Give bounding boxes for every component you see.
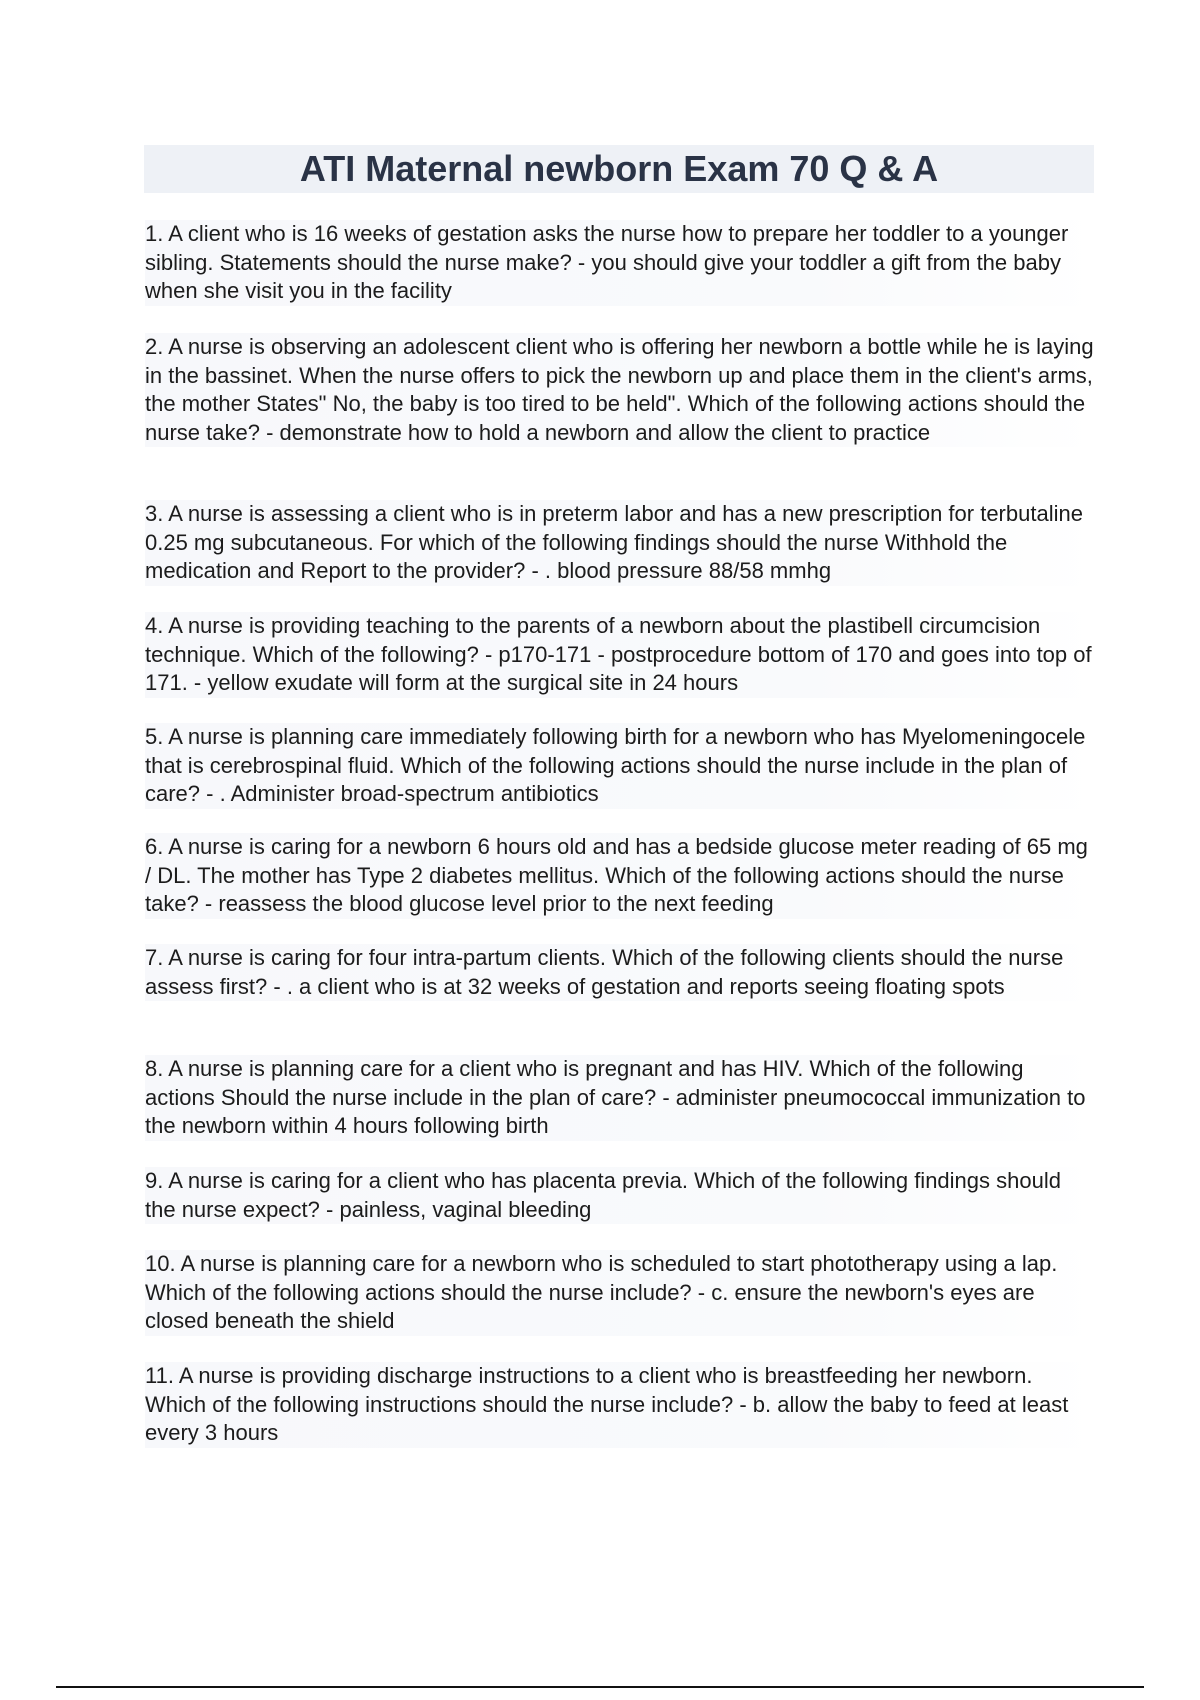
answer-6: reassess the blood glucose level prior to the next feeding	[218, 891, 774, 916]
answer-8: administer pneumococcal immunization to the newborn within 4 hours following birth	[145, 1084, 1086, 1138]
question-1: 1. A client who is 16 weeks of gestation asks the nurse how to prepare her toddler to a younger sibling. Statements should the nurse make? -	[145, 221, 1069, 275]
document-title: ATI Maternal newborn Exam 70 Q & A	[299, 148, 939, 189]
answer-3: . blood pressure 88/58 mmhg	[544, 558, 832, 583]
answer-9: painless, vaginal bleeding	[339, 1196, 592, 1222]
answer-4: p170-171 - postprocedure bottom of 170 and goes into top of 171. - yellow exudate will form at the surgical site in 24 hours	[145, 641, 1092, 695]
answer-1: you should give your toddler a gift from the baby when she visit you in the facility	[145, 249, 1061, 303]
qa-item-2	[145, 333, 1095, 447]
question-9: 9. A nurse is caring for a client who has placenta previa. Which of the following findings should the nurse expect? -	[145, 1168, 1061, 1222]
qa-item-3	[145, 500, 1095, 586]
answer-10: c. ensure the newborn's eyes are closed beneath the shield	[145, 1279, 1035, 1333]
qa-item-10	[145, 1250, 1095, 1336]
answer-7: . a client who is at 32 weeks of gestation and reports seeing floating spots	[286, 973, 1005, 999]
qa-item-11	[145, 1362, 1095, 1448]
question-11: 11. A nurse is providing discharge instructions to a client who is breastfeeding her newborn. Which of the following instructions should the nurse include? -	[145, 1363, 1033, 1417]
qa-item-5	[145, 723, 1095, 809]
qa-item-7	[145, 944, 1095, 1001]
question-8: 8. A nurse is planning care for a client who is pregnant and has HIV. Which of the following actions Should the nurse include in the plan of care? -	[145, 1056, 1024, 1110]
footer-rule	[56, 1686, 1144, 1688]
qa-item-9	[145, 1167, 1095, 1224]
qa-item-4	[145, 612, 1095, 698]
answer-2: demonstrate how to hold a newborn and allow the client to practice	[279, 419, 931, 445]
qa-item-8	[145, 1055, 1095, 1141]
answer-5: . Administer broad-spectrum antibiotics	[219, 781, 599, 806]
question-7: 7. A nurse is caring for four intra-partum clients. Which of the following clients should the nurse assess first? -	[145, 945, 1064, 999]
question-6: 6. A nurse is caring for a newborn 6 hours old and has a bedside glucose meter reading of 65 mg / DL. The mother has Type 2 diabetes mellitus. Which of the following actions should the nurse take? -	[145, 834, 1088, 916]
question-4: 4. A nurse is providing teaching to the parents of a newborn about the plastibell circumcision technique. Which of the following? -	[145, 613, 1041, 667]
question-10: 10. A nurse is planning care for a newborn who is scheduled to start phototherapy using a lap. Which of the following actions should the nurse include? -	[145, 1251, 1058, 1305]
qa-item-1	[145, 220, 1095, 306]
qa-item-6	[145, 833, 1095, 919]
question-5: 5. A nurse is planning care immediately following birth for a newborn who has Myelomeningocele that is cerebrospinal fluid. Which of the following actions should the nurse include in the plan of care? -	[145, 724, 1086, 806]
answer-11: b. allow the baby to feed at least every 3 hours	[145, 1391, 1069, 1445]
question-2: 2. A nurse is observing an adolescent client who is offering her newborn a bottle while he is laying in the bassinet. When the nurse offers to pick the newborn up and place them in the client's arms, the mother States" No, the baby is too tired to be held". Which of the following actions should the nurse take? -	[145, 334, 1094, 445]
question-3: 3. A nurse is assessing a client who is in preterm labor and has a new prescription for terbutaline 0.25 mg subcutaneous. For which of the following findings should the nurse Withhold the medication and Report to the provider? -	[145, 501, 1083, 583]
